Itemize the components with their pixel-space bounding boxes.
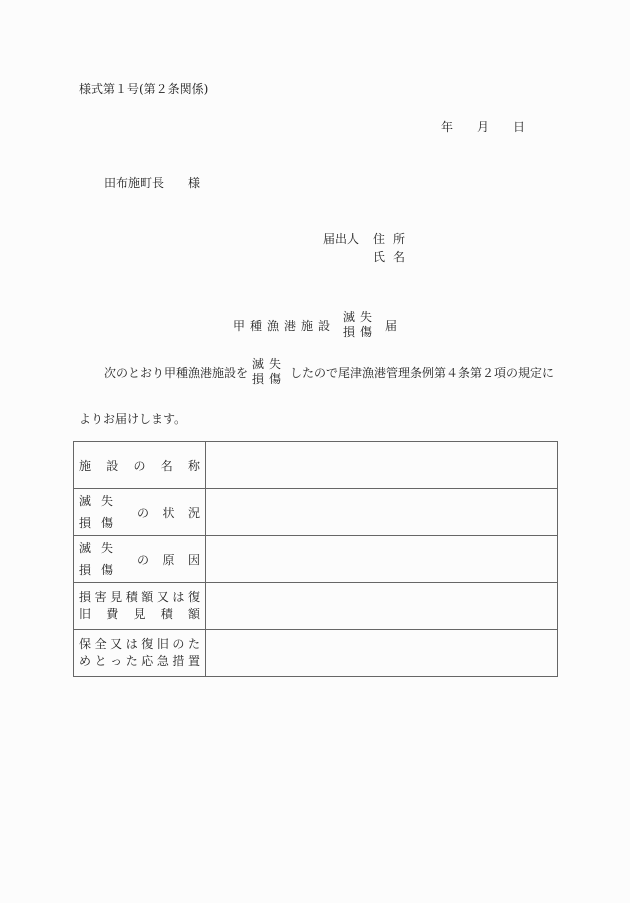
- title-prefix: 甲種漁港施設: [233, 318, 336, 333]
- damage-status-label: 滅失 損傷 の 状 況: [74, 489, 206, 536]
- title-suffix: 届: [385, 318, 398, 333]
- damage-cause-label: 滅失 損傷 の 原 因: [74, 536, 206, 583]
- table-row: [74, 536, 558, 583]
- table-row: [74, 630, 558, 677]
- table-row: [74, 442, 558, 489]
- document-title: [233, 310, 397, 340]
- date-day: 日: [513, 120, 526, 134]
- form-number: 様式第１号(第２条関係): [79, 82, 209, 96]
- emergency-measures-label: 保 全 又 は 復 旧 の た め と っ た 応 急 措 置: [74, 630, 206, 677]
- name-label: 氏名: [373, 250, 414, 264]
- body-line-2: よりお届けします。: [79, 412, 187, 426]
- emergency-measures-field[interactable]: [206, 630, 558, 677]
- title-stack: 滅失 損傷: [343, 310, 378, 339]
- addressee: [104, 174, 200, 191]
- body-stack: 滅失 損傷: [252, 357, 287, 386]
- cost-estimate-field[interactable]: [206, 583, 558, 630]
- addressee-honorific: 様: [188, 176, 201, 190]
- address-label: 住所: [373, 232, 414, 246]
- date-year: 年: [441, 120, 454, 134]
- cost-estimate-label: 損 害 見 積 額 又 は 復 旧 費 見 積 額: [74, 583, 206, 630]
- applicant-block: [323, 230, 413, 266]
- applicant-label: 届出人: [323, 232, 360, 246]
- table-row: [74, 489, 558, 536]
- damage-cause-field[interactable]: [206, 536, 558, 583]
- facility-name-label: 施 設 の 名 称: [74, 442, 206, 489]
- date-month: 月: [477, 120, 490, 134]
- form-table: [73, 441, 558, 677]
- facility-name-field[interactable]: [206, 442, 558, 489]
- body-line-1: 次のとおり甲種漁港施設を 滅失 損傷 したので尾津漁港管理条例第４条第２項の規定に: [104, 357, 555, 386]
- addressee-name: 田布施町長: [104, 176, 165, 190]
- date-line: [441, 118, 525, 135]
- damage-status-field[interactable]: [206, 489, 558, 536]
- table-row: [74, 583, 558, 630]
